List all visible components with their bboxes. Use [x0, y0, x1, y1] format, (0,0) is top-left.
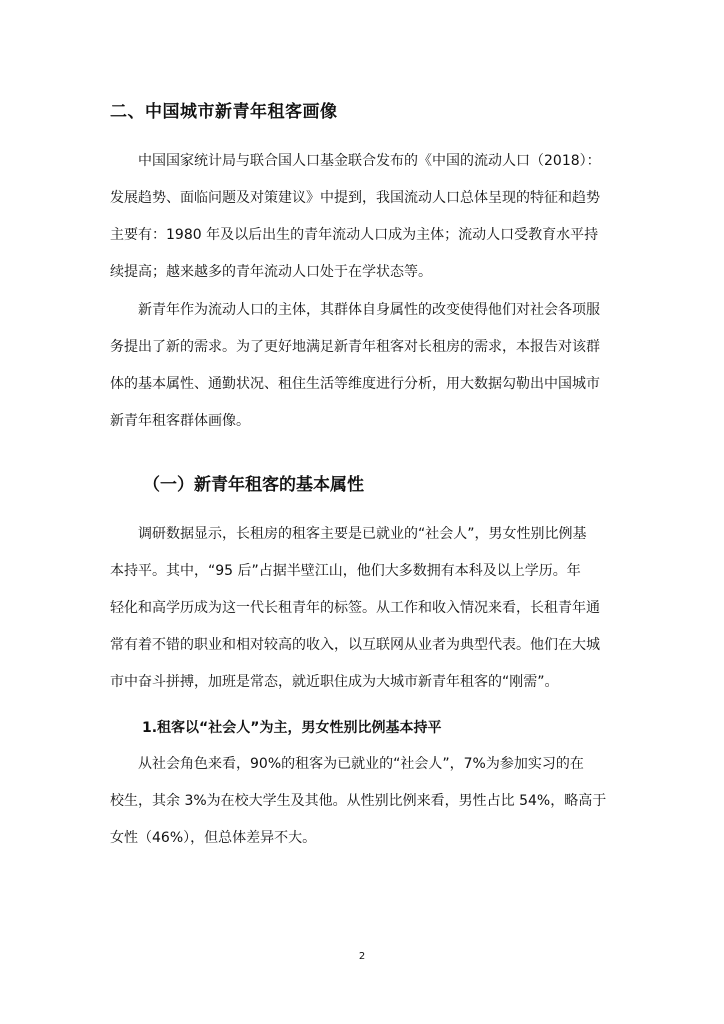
section-title: 二、中国城市新青年租客画像 — [110, 102, 338, 122]
paragraph-line: 发展趋势、面临问题及对策建议》中提到，我国流动人口总体呈现的特征和趋势 — [110, 190, 600, 206]
paragraph-population-trends — [110, 143, 616, 291]
paragraph-line: 轻化和高学历成为这一代长租青年的标签。从工作和收入情况来看，长租青年通 — [110, 600, 600, 616]
paragraph-line: 从社会角色来看，90%的租客为已就业的“社会人”，7%为参加实习的在 — [138, 756, 584, 772]
paragraph-line: 本持平。其中，“95 后”占据半壁江山，他们大多数拥有本科及以上学历。年 — [110, 563, 581, 579]
paragraph-survey-data — [110, 516, 616, 701]
paragraph-line: 续提高；越来越多的青年流动人口处于在学状态等。 — [110, 264, 432, 280]
paragraph-line: 市中奋斗拼搏，加班是常态，就近职住成为大城市新青年租客的“刚需”。 — [110, 674, 559, 690]
subsection-title: （一）新青年租客的基本属性 — [143, 475, 364, 495]
subsubsection-title: 1.租客以“社会人”为主，男女性别比例基本持平 — [142, 720, 442, 736]
paragraph-line: 体的基本属性、通勤状况、租住生活等维度进行分析，用大数据勾勒出中国城市 — [110, 376, 600, 392]
paragraph-line: 务提出了新的需求。为了更好地满足新青年租客对长租房的需求，本报告对该群 — [110, 339, 600, 355]
paragraph-line: 校生，其余 3%为在校大学生及其他。从性别比例来看，男性占比 54%，略高于 — [110, 793, 607, 809]
paragraph-social-role — [110, 746, 616, 857]
paragraph-line: 新青年租客群体画像。 — [110, 413, 250, 429]
page-number: 2 — [358, 951, 366, 962]
paragraph-line: 新青年作为流动人口的主体，其群体自身属性的改变使得他们对社会各项服 — [138, 302, 600, 318]
paragraph-line: 女性（46%），但总体差异不大。 — [110, 830, 317, 846]
paragraph-line: 中国国家统计局与联合国人口基金联合发布的《中国的流动人口（2018）： — [138, 153, 601, 169]
paragraph-line: 主要有：1980 年及以后出生的青年流动人口成为主体；流动人口受教育水平持 — [110, 227, 599, 243]
paragraph-report-intro — [110, 292, 616, 440]
paragraph-line: 调研数据显示，长租房的租客主要是已就业的“社会人”，男女性别比例基 — [138, 526, 587, 542]
paragraph-line: 常有着不错的职业和相对较高的收入，以互联网从业者为典型代表。他们在大城 — [110, 637, 600, 653]
